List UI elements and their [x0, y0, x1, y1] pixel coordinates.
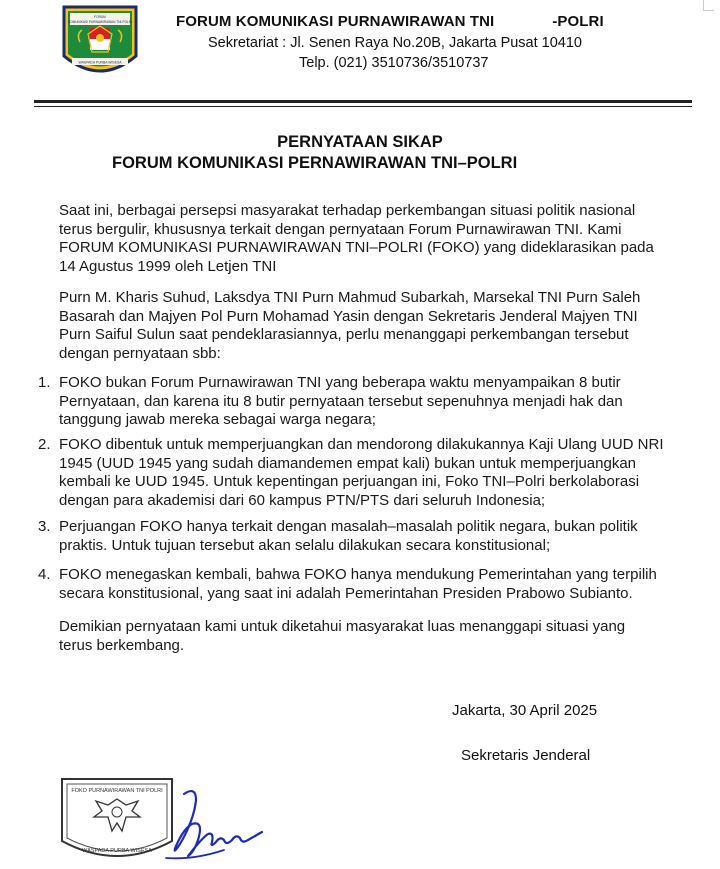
document-subtitle: FORUM KOMUNIKASI PERNAWIRAWAN TNI–POLRI — [112, 154, 518, 172]
page-corner — [703, 0, 714, 11]
point-text: FOKO bukan Forum Purnawirawan TNI yang beberapa waktu menyampaikan 8 butir Pernyataan, dan karena itu 8 butir pernyataan tersebut sepenuhnya menjadi hak dan tanggung jawab mereka sebagai warga negara; — [59, 374, 623, 428]
point-number: 4. — [38, 566, 51, 583]
org-name-part2: -POLRI — [552, 13, 604, 30]
point-text: Perjuangan FOKO hanya terkait dengan masalah–masalah politik negara, bukan politik praktis. Untuk tujuan tersebut akan selalu dilakukan secara konstitusional; — [59, 518, 638, 554]
stamp-text-top: FOKO PURNAWIRAWAN TNI POLRI — [71, 788, 163, 794]
intro-paragraph-1: Saat ini, berbagai persepsi masyarakat terhadap perkembangan situasi politik nasional terus bergulir, khususnya terkait dengan pernyataan Forum Purnawirawan TNI. Kami FORUM KOMUNIKASI PURNAWIRAWAN TNI–POLRI (FOKO) yang dideklarasikan pada 14 Agustus 1999 oleh Letjen TNI — [59, 202, 654, 275]
point-text: FOKO dibentuk untuk memperjuangkan dan mendorong dilakukannya Kaji Ulang UUD NRI 1945 (UUD 1945 yang sudah diamandemen empat kali) bukan untuk memperjuangkan kembali ke UUD 1945. Untuk kepentingan perjuangan ini, Foko TNI–Polri berkolaborasi dengan para akademisi dari 60 kampus PTN/PTS dari seluruh Indonesia; — [59, 436, 664, 509]
point-number: 3. — [38, 518, 51, 535]
org-name-part1: FORUM KOMUNIKASI PURNAWIRAWAN TNI — [176, 13, 495, 30]
signatory-position: Sekretaris Jenderal — [461, 747, 591, 764]
point-item — [38, 518, 666, 555]
logo-text-top-1: FORUM — [94, 15, 106, 19]
point-item — [38, 566, 666, 603]
logo-text-bottom: WASPADA PURBA WISESA — [78, 60, 122, 65]
letterhead-org-name — [176, 13, 604, 30]
point-item — [38, 436, 666, 510]
intro-paragraph-2: Purn M. Kharis Suhud, Laksdya TNI Purn Mahmud Subarkah, Marsekal TNI Purn Saleh Basarah dan Majyen Pol Purn Mohamad Yasin dengan Sekretaris Jenderal Majyen TNI Purn Saiful Sulun saat pendeklarasiannya, perlu menanggapi perkembangan tersebut dengan pernyataan sbb: — [59, 289, 641, 362]
closing-paragraph: Demikian pernyataan kami untuk diketahui masyarakat luas menanggapi situasi yang terus berkembang. — [59, 618, 626, 654]
signature-icon — [154, 786, 264, 869]
foko-emblem-icon — [58, 4, 142, 86]
point-item — [38, 374, 666, 430]
point-number: 1. — [38, 374, 51, 391]
letterhead-phone: Telp. (021) 3510736/3510737 — [299, 55, 489, 71]
letterhead-address: Sekretariat : Jl. Senen Raya No.20B, Jakarta Pusat 10410 — [208, 35, 582, 51]
document-title: PERNYATAAN SIKAP — [277, 133, 443, 151]
letterhead-rule-thick — [34, 100, 692, 103]
place-date: Jakarta, 30 April 2025 — [452, 702, 598, 719]
letterhead-rule-thin — [34, 106, 692, 107]
stamp-text-bottom: WASPADA PURBA WISESA — [82, 848, 152, 854]
point-number: 2. — [38, 436, 51, 453]
point-text: FOKO menegaskan kembali, bahwa FOKO hanya mendukung Pemerintahan yang terpilih secara konstitusional, yang saat ini adalah Pemerintahan Presiden Prabowo Subianto. — [59, 566, 657, 602]
logo-text-top-2: KOMUNIKASI PURNAWIRAWAN TNI-POLRI — [67, 20, 133, 24]
